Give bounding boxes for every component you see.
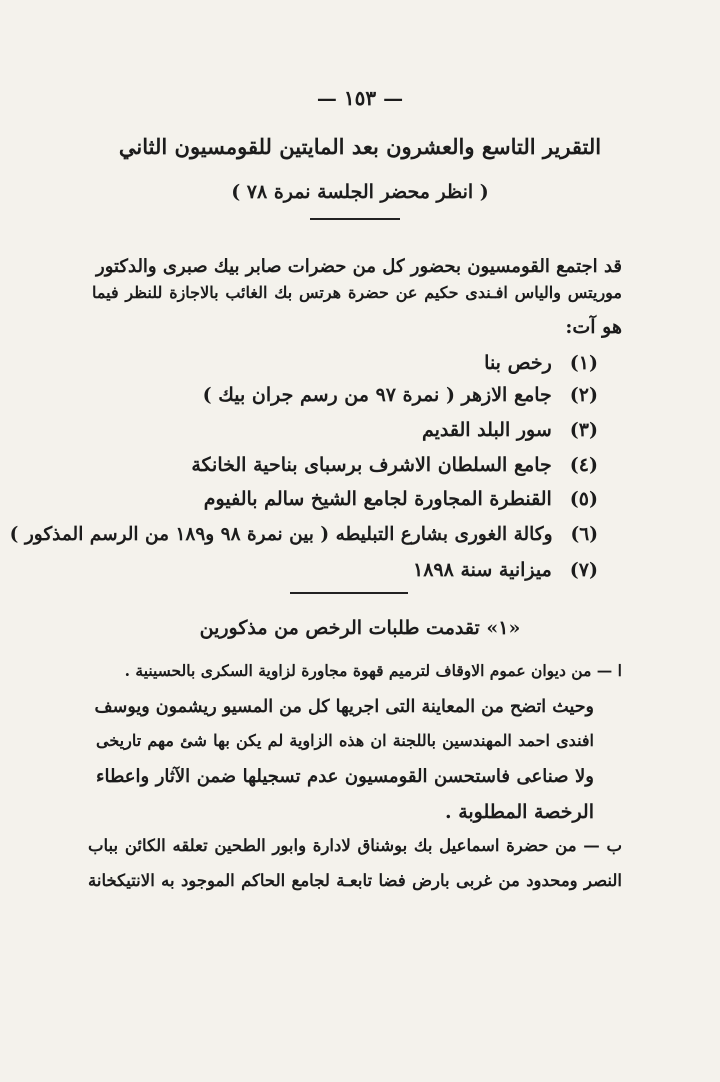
agenda-item-number: (٧) <box>569 559 598 581</box>
intro-line-2: موريتس والياس افـندى حكيم عن حضرة هرتس بك الغائب بالاجازة للنظر فيما <box>92 283 622 302</box>
section-divider <box>290 592 408 594</box>
agenda-item-text: ميزانية سنة ١٨٩٨ <box>413 559 552 581</box>
agenda-item-7 <box>413 559 598 581</box>
title-divider <box>310 218 400 220</box>
agenda-item-number: (٦) <box>570 524 598 545</box>
agenda-item-text: جامع الازهر ( نمرة ٩٧ من رسم جران بيك ) <box>202 384 552 406</box>
intro-line-1: قد اجتمع القومسيون بحضور كل من حضرات صابر بيك صبرى والدكتور <box>96 256 622 277</box>
agenda-item-4 <box>191 454 598 476</box>
page-number: — ١٥٣ — <box>316 86 404 110</box>
para-a-line-2: وحيث اتضح من المعاينة التى اجريها كل من المسيو ريشمون ويوسف <box>94 697 594 717</box>
agenda-item-number: (٣) <box>569 419 598 441</box>
para-a-line-4: ولا صناعى فاستحسن القومسيون عدم تسجيلها ضمن الآثار واعطاء <box>96 766 594 787</box>
report-subtitle: ( انظر محضر الجلسة نمرة ٧٨ ) <box>231 181 489 203</box>
agenda-item-text: سور البلد القديم <box>421 419 552 441</box>
intro-line-3: هو آت: <box>565 316 622 338</box>
para-a-line-3: افندى احمد المهندسين باللجنة ان هذه الزاوية لم يكن بها شئ مهم تاريخى <box>96 731 594 750</box>
section-heading: «١» تقدمت طلبات الرخص من مذكورين <box>199 617 521 639</box>
para-a-line-1: ا — من ديوان عموم الاوقاف لترميم قهوة مجاورة لزاوية السكرى بالحسينية . <box>124 661 622 680</box>
agenda-item-number: (٥) <box>569 488 598 510</box>
report-title: التقرير التاسع والعشرون بعد المايتين للقومسيون الثاني <box>118 134 602 159</box>
agenda-item-text: وكالة الغورى بشارع التبليطه ( بين نمرة ٩٨ و١٨٩ من الرسم المذكور ) <box>9 524 553 545</box>
para-b-line-2: النصر ومحدود من غربى بارض فضا تابعـة لجامع الحاكم الموجود به الانتيكخانة <box>88 871 622 890</box>
agenda-item-1 <box>484 352 598 374</box>
para-b-line-1: ب — من حضرة اسماعيل بك بوشناق لادارة وابور الطحين تعلقه الكائن بباب <box>88 836 622 855</box>
agenda-item-2 <box>203 384 598 406</box>
agenda-item-text: رخص بنا <box>484 352 552 374</box>
agenda-item-3 <box>422 419 598 441</box>
agenda-item-5 <box>204 488 598 510</box>
agenda-item-text: جامع السلطان الاشرف برسباى بناحية الخانكة <box>191 454 552 476</box>
para-a-line-5: الرخصة المطلوبة . <box>444 801 594 823</box>
agenda-item-6 <box>10 524 598 545</box>
agenda-item-number: (١) <box>569 352 598 374</box>
agenda-item-number: (٤) <box>569 454 598 476</box>
agenda-item-text: القنطرة المجاورة لجامع الشيخ سالم بالفيوم <box>203 488 552 510</box>
agenda-item-number: (٢) <box>569 384 598 406</box>
